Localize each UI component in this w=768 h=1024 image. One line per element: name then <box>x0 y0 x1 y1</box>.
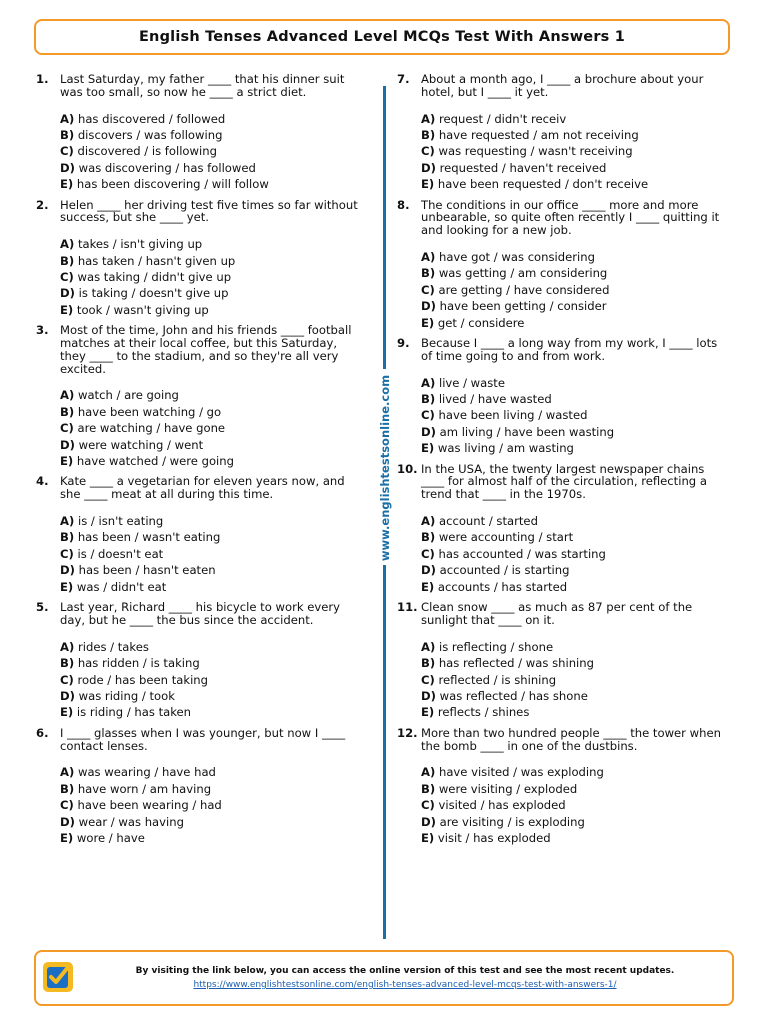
option-letter: D) <box>60 688 75 703</box>
answer-options <box>60 513 366 595</box>
answer-option[interactable] <box>421 391 727 407</box>
option-letter: D) <box>421 424 436 439</box>
option-text: watch / are going <box>77 388 179 403</box>
option-letter: C) <box>60 270 74 285</box>
answer-option[interactable] <box>60 781 366 797</box>
column-divider-top <box>383 86 386 369</box>
option-text: reflects / shines <box>437 705 530 720</box>
answer-option[interactable] <box>60 639 366 655</box>
option-letter: C) <box>60 798 74 813</box>
answer-options <box>421 111 727 193</box>
question-text: The conditions in our office ____ more and more unbearable, so quite often recently I ____ quitting it and looking for a new job. <box>421 197 720 238</box>
option-letter: D) <box>60 437 75 452</box>
option-text: visit / has exploded <box>437 830 551 845</box>
option-letter: E) <box>421 579 435 594</box>
option-letter: A) <box>421 111 436 126</box>
checkbox-check-icon <box>42 961 74 993</box>
option-text: have been watching / go <box>77 404 222 419</box>
option-text: were visiting / exploded <box>438 781 578 796</box>
option-text: have been wearing / had <box>77 798 222 813</box>
option-letter: A) <box>60 237 75 252</box>
answer-option[interactable] <box>60 672 366 688</box>
question-text: About a month ago, I ____ a brochure about your hotel, but I ____ it yet. <box>421 72 704 99</box>
option-text: has reflected / was shining <box>438 656 594 671</box>
answer-option[interactable] <box>60 513 366 529</box>
footer-text: By visiting the link below, you can access the online version of this test and see the most recent updates. <box>135 966 675 976</box>
option-text: was / didn't eat <box>76 579 167 594</box>
option-letter: B) <box>60 404 75 419</box>
option-text: were watching / went <box>78 437 204 452</box>
option-text: was riding / took <box>78 688 175 703</box>
question-number: 8. <box>397 197 410 212</box>
option-text: rides / takes <box>77 639 149 654</box>
question-number: 12. <box>397 725 418 740</box>
option-text: reflected / is shining <box>438 672 557 687</box>
option-text: was discovering / has followed <box>78 160 256 175</box>
option-text: is riding / has taken <box>76 705 192 720</box>
option-text: is taking / doesn't give up <box>78 286 229 301</box>
answer-option[interactable] <box>60 111 366 127</box>
option-text: are visiting / is exploding <box>439 814 585 829</box>
option-text: was living / am wasting <box>437 441 574 456</box>
answer-option[interactable] <box>60 176 366 192</box>
answer-option[interactable] <box>60 160 366 176</box>
question <box>36 475 366 595</box>
answer-option[interactable] <box>60 562 366 578</box>
option-letter: B) <box>421 656 436 671</box>
option-letter: A) <box>60 765 75 780</box>
answer-option[interactable] <box>421 440 727 456</box>
answer-option[interactable] <box>421 249 727 265</box>
option-letter: D) <box>60 160 75 175</box>
option-letter: A) <box>60 388 75 403</box>
option-text: was taking / didn't give up <box>77 270 232 285</box>
option-letter: C) <box>421 546 435 561</box>
option-letter: E) <box>60 454 74 469</box>
option-letter: C) <box>421 672 435 687</box>
question-text: In the USA, the twenty largest newspaper chains ____ for almost half of the circulation, reflecting a trend that ____ in the 1970s. <box>421 461 707 502</box>
option-text: was requesting / wasn't receiving <box>438 144 633 159</box>
option-letter: C) <box>60 421 74 436</box>
question-text: More than two hundred people ____ the tower when the bomb ____ in one of the dustbins. <box>421 725 721 753</box>
answer-option[interactable] <box>60 285 366 301</box>
question-text: Clean snow ____ as much as 87 per cent of the sunlight that ____ on it. <box>421 600 693 627</box>
option-letter: D) <box>60 286 75 301</box>
answer-option[interactable] <box>60 764 366 780</box>
answer-option[interactable] <box>60 143 366 159</box>
answer-option[interactable] <box>421 655 727 671</box>
answer-option[interactable] <box>60 236 366 252</box>
column-divider-bottom <box>383 565 386 939</box>
option-letter: E) <box>60 830 74 845</box>
answer-option[interactable] <box>421 513 727 529</box>
option-text: was wearing / have had <box>77 765 216 780</box>
answer-option[interactable] <box>421 375 727 391</box>
option-letter: C) <box>421 282 435 297</box>
option-letter: A) <box>421 250 436 265</box>
option-letter: B) <box>421 266 436 281</box>
question <box>36 324 366 469</box>
footer-link[interactable]: https://www.englishtestsonline.com/english-tenses-advanced-level-mcqs-test-with-answers-1/ <box>193 980 617 990</box>
page-title: English Tenses Advanced Level MCQs Test With Answers 1 <box>138 29 626 45</box>
option-text: has ridden / is taking <box>77 656 200 671</box>
option-letter: E) <box>60 177 74 192</box>
answer-option[interactable] <box>60 269 366 285</box>
option-text: were accounting / start <box>438 530 574 545</box>
option-text: wore / have <box>76 830 145 845</box>
option-text: live / waste <box>438 375 505 390</box>
option-text: accounts / has started <box>437 579 568 594</box>
option-text: wear / was having <box>78 814 184 829</box>
answer-options <box>421 375 727 457</box>
answer-option[interactable] <box>421 562 727 578</box>
question <box>36 601 366 721</box>
vertical-site-url: www.englishtestsonline.com <box>378 374 392 562</box>
option-letter: B) <box>60 128 75 142</box>
option-letter: E) <box>60 705 74 720</box>
option-text: get / considere <box>437 315 525 330</box>
option-text: discovered / is following <box>77 144 217 159</box>
question-number: 4. <box>36 474 49 489</box>
option-letter: D) <box>421 160 436 175</box>
option-letter: C) <box>421 408 435 423</box>
title-box <box>34 19 730 55</box>
question-text: Kate ____ a vegetarian for eleven years now, and she ____ meat at all during this time. <box>60 474 345 502</box>
question-number: 7. <box>397 72 410 86</box>
option-text: have been getting / consider <box>439 299 607 314</box>
option-letter: A) <box>421 639 436 654</box>
question <box>36 199 366 319</box>
answer-option[interactable] <box>60 688 366 704</box>
answer-option[interactable] <box>60 546 366 562</box>
question-text: Last Saturday, my father ____ that his dinner suit was too small, so now he ____ a strict diet. <box>60 72 345 99</box>
option-text: request / didn't receiv <box>438 111 567 126</box>
answer-option[interactable] <box>60 302 366 318</box>
question-text: Helen ____ her driving test five times so far without success, but she ____ yet. <box>60 197 358 225</box>
question-number: 2. <box>36 197 49 212</box>
answer-option[interactable] <box>60 704 366 720</box>
option-text: visited / has exploded <box>438 798 566 813</box>
footer-box <box>34 950 734 1006</box>
option-text: was getting / am considering <box>438 266 608 281</box>
answer-options <box>421 249 727 331</box>
answer-option[interactable] <box>421 176 727 192</box>
option-letter: E) <box>421 441 435 456</box>
option-letter: A) <box>60 111 75 126</box>
option-letter: E) <box>421 177 435 192</box>
answer-option[interactable] <box>421 127 727 143</box>
option-text: is reflecting / shone <box>438 639 554 654</box>
question <box>36 727 366 847</box>
question <box>397 73 727 193</box>
answer-option[interactable] <box>60 437 366 453</box>
option-text: have worn / am having <box>77 781 212 796</box>
answer-options <box>60 236 366 318</box>
question-number: 11. <box>397 600 418 615</box>
option-letter: B) <box>60 781 75 796</box>
option-text: has discovered / followed <box>77 111 226 126</box>
option-text: have been living / wasted <box>438 408 588 423</box>
answer-option[interactable] <box>60 387 366 403</box>
option-letter: E) <box>60 579 74 594</box>
option-letter: B) <box>421 128 436 142</box>
answer-option[interactable] <box>421 424 727 440</box>
question-text: Most of the time, John and his friends ____ football matches at their local coffee, but this Saturday, they ____ to the stadium, and so they're all very excited. <box>60 323 352 376</box>
answer-option[interactable] <box>421 764 727 780</box>
question <box>397 337 727 457</box>
option-letter: D) <box>421 563 436 578</box>
answer-option[interactable] <box>60 830 366 846</box>
answer-option[interactable] <box>421 546 727 562</box>
option-text: requested / haven't received <box>439 160 607 175</box>
answer-option[interactable] <box>421 814 727 830</box>
answer-option[interactable] <box>421 265 727 281</box>
answer-option[interactable] <box>421 797 727 813</box>
option-text: account / started <box>438 514 538 529</box>
answer-option[interactable] <box>421 672 727 688</box>
option-letter: D) <box>421 814 436 829</box>
option-letter: A) <box>60 514 75 529</box>
answer-option[interactable] <box>60 655 366 671</box>
option-letter: A) <box>60 639 75 654</box>
option-letter: C) <box>421 798 435 813</box>
question-number: 3. <box>36 323 49 338</box>
option-text: are getting / have considered <box>438 282 610 297</box>
answer-option[interactable] <box>421 282 727 298</box>
question-number: 9. <box>397 336 410 351</box>
answer-option[interactable] <box>421 407 727 423</box>
question-number: 1. <box>36 72 49 86</box>
answer-option[interactable] <box>60 814 366 830</box>
option-letter: C) <box>60 546 74 561</box>
answer-options <box>60 387 366 469</box>
option-letter: D) <box>60 814 75 829</box>
option-text: takes / isn't giving up <box>77 237 203 252</box>
answer-option[interactable] <box>421 688 727 704</box>
question-number: 6. <box>36 725 49 740</box>
option-text: am living / have been wasting <box>439 424 615 439</box>
option-text: have requested / am not receiving <box>438 128 639 142</box>
option-letter: E) <box>421 830 435 845</box>
answer-options <box>421 513 727 595</box>
question <box>397 727 727 847</box>
option-text: are watching / have gone <box>77 421 226 436</box>
question <box>397 199 727 331</box>
answer-option[interactable] <box>60 404 366 420</box>
option-text: has accounted / was starting <box>438 546 606 561</box>
option-letter: C) <box>421 144 435 159</box>
option-letter: A) <box>421 375 436 390</box>
option-letter: B) <box>60 253 75 268</box>
option-letter: B) <box>421 392 436 407</box>
option-letter: C) <box>60 144 74 159</box>
option-text: was reflected / has shone <box>439 688 588 703</box>
answer-option[interactable] <box>421 579 727 595</box>
option-text: discovers / was following <box>77 128 223 142</box>
answer-option[interactable] <box>421 111 727 127</box>
option-text: has taken / hasn't given up <box>77 253 236 268</box>
option-text: took / wasn't giving up <box>76 302 209 317</box>
option-text: rode / has been taking <box>77 672 209 687</box>
option-text: have got / was considering <box>438 250 595 265</box>
option-text: has been / hasn't eaten <box>78 563 216 578</box>
option-letter: D) <box>60 563 75 578</box>
question-number: 5. <box>36 600 49 615</box>
answer-option[interactable] <box>421 298 727 314</box>
answer-option[interactable] <box>421 704 727 720</box>
answer-option[interactable] <box>60 420 366 436</box>
answer-option[interactable] <box>421 529 727 545</box>
option-text: has been discovering / will follow <box>76 177 269 192</box>
answer-option[interactable] <box>421 143 727 159</box>
option-text: accounted / is starting <box>439 563 570 578</box>
answer-option[interactable] <box>60 529 366 545</box>
option-text: is / isn't eating <box>77 514 164 529</box>
option-letter: E) <box>421 705 435 720</box>
option-text: have been requested / don't receive <box>437 177 649 192</box>
question <box>397 463 727 595</box>
answer-option[interactable] <box>60 253 366 269</box>
option-letter: A) <box>421 514 436 529</box>
question-text: Last year, Richard ____ his bicycle to work every day, but he ____ the bus since the accident. <box>60 600 340 627</box>
option-text: have visited / was exploding <box>438 765 604 780</box>
question <box>36 73 366 193</box>
option-letter: A) <box>421 765 436 780</box>
answer-options <box>60 639 366 721</box>
option-text: is / doesn't eat <box>77 546 164 561</box>
answer-options <box>421 764 727 846</box>
answer-option[interactable] <box>421 781 727 797</box>
option-letter: B) <box>421 530 436 545</box>
left-column <box>36 73 366 852</box>
option-letter: B) <box>421 781 436 796</box>
option-letter: E) <box>60 302 74 317</box>
answer-option[interactable] <box>421 830 727 846</box>
answer-option[interactable] <box>60 127 366 143</box>
answer-option[interactable] <box>60 579 366 595</box>
option-letter: D) <box>421 688 436 703</box>
option-letter: D) <box>421 299 436 314</box>
answer-option[interactable] <box>421 639 727 655</box>
option-text: have watched / were going <box>76 454 234 469</box>
answer-options <box>421 639 727 721</box>
option-text: lived / have wasted <box>438 392 552 407</box>
option-text: has been / wasn't eating <box>77 530 221 545</box>
answer-options <box>60 111 366 193</box>
question-number: 10. <box>397 461 418 476</box>
answer-option[interactable] <box>421 160 727 176</box>
question <box>397 601 727 721</box>
option-letter: B) <box>60 530 75 545</box>
answer-option[interactable] <box>60 453 366 469</box>
question-text: Because I ____ a long way from my work, I ____ lots of time going to and from work. <box>421 336 718 363</box>
answer-option[interactable] <box>421 315 727 331</box>
option-letter: C) <box>60 672 74 687</box>
answer-options <box>60 764 366 846</box>
option-letter: B) <box>60 656 75 671</box>
question-text: I ____ glasses when I was younger, but now I ____ contact lenses. <box>60 725 346 753</box>
right-column <box>397 73 727 852</box>
answer-option[interactable] <box>60 797 366 813</box>
option-letter: E) <box>421 315 435 330</box>
